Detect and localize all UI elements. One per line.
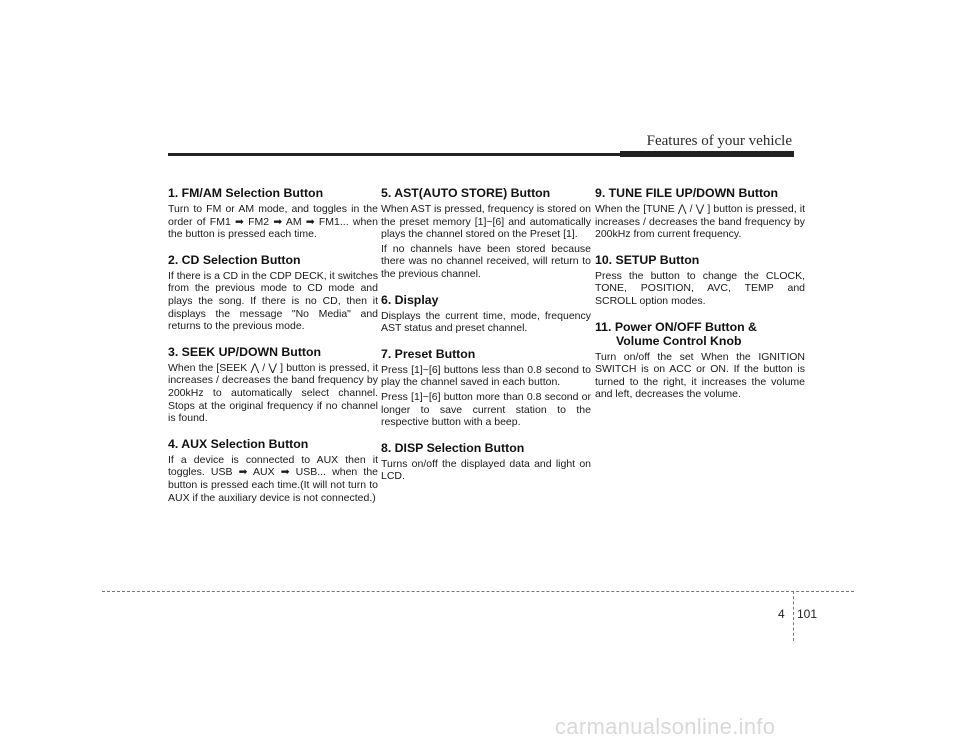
footer-rule <box>102 591 854 592</box>
section-heading <box>595 320 805 348</box>
chapter-number: 4 <box>778 607 785 621</box>
section-heading-line-1: 11. Power ON/OFF Button & <box>595 319 757 334</box>
section-cd <box>168 253 378 333</box>
watermark: carmanualsonline.info <box>555 714 776 739</box>
section-heading: 6. Display <box>381 292 439 307</box>
section-aux <box>168 437 378 504</box>
section-heading: 2. CD Selection Button <box>168 252 301 267</box>
page-header-title: Features of your vehicle <box>646 133 792 149</box>
section-heading: 10. SETUP Button <box>595 252 700 267</box>
section-heading: 5. AST(AUTO STORE) Button <box>381 186 551 200</box>
section-text: Turn to FM or AM mode, and toggles in the order of FM1 ➡ FM2 ➡ AM ➡ FM1... when the button is pressed each time. <box>168 203 378 241</box>
section-fm-am <box>168 186 378 241</box>
section-heading: 7. Preset Button <box>381 346 476 361</box>
section-text: If no channels have been stored because there was no channel received, will return to the previous channel. <box>381 242 591 280</box>
section-heading: 9. TUNE FILE UP/DOWN Button <box>595 186 779 200</box>
section-text: When the [SEEK ⋀ / ⋁ ] button is pressed, it increases / decreases the band frequency by 200kHz to automatically select channel. Stops at the original frequency if no channel is found. <box>168 361 378 425</box>
section-power <box>595 320 805 401</box>
section-text: If there is a CD in the CDP DECK, it switches from the previous mode to CD mode and plays the song. If there is no CD, then it displays the message "No Media" and returns to the previous mode. <box>168 269 378 333</box>
section-heading: 8. DISP Selection Button <box>381 440 525 455</box>
section-display <box>381 293 591 335</box>
section-heading: 4. AUX Selection Button <box>168 436 309 451</box>
header-rule-accent <box>620 151 794 157</box>
column-3 <box>595 186 805 413</box>
section-disp <box>381 441 591 483</box>
section-preset <box>381 347 591 429</box>
column-1 <box>168 186 378 516</box>
column-2 <box>381 186 591 495</box>
section-tune <box>595 186 805 241</box>
section-heading-line-2: Volume Control Knob <box>616 333 742 348</box>
section-text: When AST is pressed, frequency is stored on the preset memory [1]~[6] and automatically plays the channel stored on the Preset [1]. <box>381 203 591 241</box>
section-text: Press the button to change the CLOCK, TONE, POSITION, AVC, TEMP and SCROLL option modes. <box>595 269 805 307</box>
section-ast <box>381 186 591 281</box>
page-number: 101 <box>797 607 818 621</box>
section-text: Displays the current time, mode, frequency AST status and preset channel. <box>381 309 591 335</box>
section-text: Turn on/off the set When the IGNITION SWITCH is on ACC or ON. If the button is turned to the right, it increases the volume and left, decreases the volume. <box>595 350 805 401</box>
section-seek <box>168 345 378 425</box>
section-text: Press [1]~[6] button more than 0.8 second or longer to save current station to the respective button with a beep. <box>381 390 591 429</box>
section-heading: 3. SEEK UP/DOWN Button <box>168 344 322 359</box>
section-text: When the [TUNE ⋀ / ⋁ ] button is pressed, it increases / decreases the band frequency by 200kHz from current frequency. <box>595 203 805 241</box>
section-heading: 1. FM/AM Selection Button <box>168 186 324 200</box>
section-setup <box>595 253 805 308</box>
section-text: Turns on/off the displayed data and light on LCD. <box>381 457 591 483</box>
footer-divider <box>793 591 794 641</box>
section-text: Press [1]~[6] buttons less than 0.8 second to play the channel saved in each button. <box>381 363 591 389</box>
section-text: If a device is connected to AUX then it toggles. USB ➡ AUX ➡ USB... when the button is pressed each time.(It will not turn to AUX if the auxiliary device is not connected.) <box>168 453 378 504</box>
